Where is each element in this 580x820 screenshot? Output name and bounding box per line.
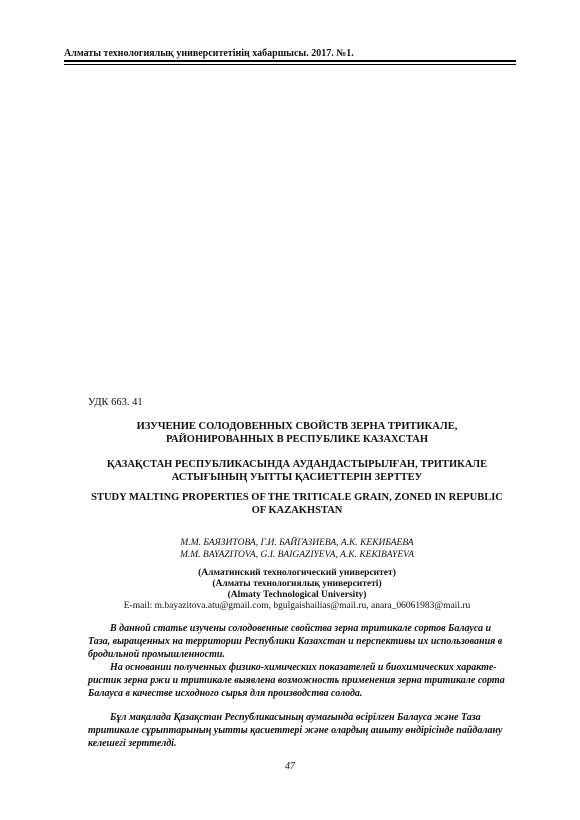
title-english-line: STUDY MALTING PROPERTIES OF THE TRITICALE GRAIN, ZONED IN REPUBLIC bbox=[91, 492, 503, 503]
abstract-line bbox=[88, 622, 512, 635]
journal-header: Алматы технологиялық университетінің хабаршысы. 2017. №1. bbox=[64, 48, 354, 59]
abstract-line: келешегі зерттелді. bbox=[88, 738, 177, 749]
abstract-line: ристик зерна ржи и тритикале выявлена возможность применения зерна тритикале сорта bbox=[88, 675, 505, 686]
title-kazakh-line: АСТЫҒЫНЫҢ УЫТТЫ ҚАСИЕТТЕРІН ЗЕРТТЕУ bbox=[171, 471, 423, 483]
title-russian bbox=[82, 421, 512, 446]
abstract-kazakh bbox=[88, 711, 512, 750]
affiliation-kazakh: (Алматы технологиялық университеті) bbox=[212, 579, 382, 589]
header-rule-thin bbox=[64, 64, 516, 65]
abstract-line: Таза, выращенных на территории Республики Казахстан и перспективы их использования в bbox=[88, 636, 503, 647]
affiliation-english: (Almaty Technological University) bbox=[227, 590, 367, 600]
abstract-text: В данной статье изучены солодовенные свойства зерна тритикале сортов Балауса и bbox=[110, 623, 492, 634]
author-emails: E-mail: m.bayazitova.atu@gmail.com, bgulgaishailias@mail.ru, anara_06061983@mail.ru bbox=[123, 601, 471, 611]
title-kazakh-line: ҚАЗАҚСТАН РЕСПУБЛИКАСЫНДА АУДАНДАСТЫРЫЛҒАН, ТРИТИКАЛЕ bbox=[106, 459, 488, 470]
title-english-line: OF KAZAKHSTAN bbox=[251, 504, 343, 516]
header-rule-thick bbox=[64, 60, 516, 62]
authors-english: M.M. BAYAZITOVA, G.I. BAIGAZIYEVA, A.K. KEKIBAYEVA bbox=[179, 550, 415, 560]
abstract-line: Балауса в качестве исходного сырья для производства солода. bbox=[88, 688, 363, 699]
title-russian-line: РАЙОНИРОВАННЫХ В РЕСПУБЛИКЕ КАЗАХСТАН bbox=[165, 433, 429, 445]
abstract-line: бродильной промышленности. bbox=[88, 649, 225, 660]
page-number: 47 bbox=[285, 761, 295, 772]
affiliation-russian: (Алматинский технологический университет) bbox=[198, 568, 396, 578]
title-russian-line: ИЗУЧЕНИЕ СОЛОДОВЕННЫХ СВОЙСТВ ЗЕРНА ТРИТИКАЛЕ, bbox=[136, 421, 458, 432]
title-kazakh bbox=[82, 459, 512, 484]
abstract-line: тритикале сұрыптарының уытты қасиеттері және олардың ашыту өндірісінде пайдалану bbox=[88, 725, 503, 736]
abstract-line: Бұл мақалада Қазақстан Республикасының аумағында өсірілген Балауса және Таза bbox=[110, 712, 481, 723]
abstract-russian-paragraph-1 bbox=[88, 622, 512, 661]
abstract-russian-paragraph-2 bbox=[88, 661, 512, 700]
authors-russian: М.М. БАЯЗИТОВА, Г.И. БАЙГАЗИЕВА, А.К. КЕКИБАЕВА bbox=[180, 538, 414, 548]
title-english bbox=[82, 492, 512, 517]
abstract-line: На основании полученных физико-химических показателей и биохимических характе- bbox=[110, 662, 497, 673]
udk-code: УДК 663. 41 bbox=[88, 397, 143, 408]
